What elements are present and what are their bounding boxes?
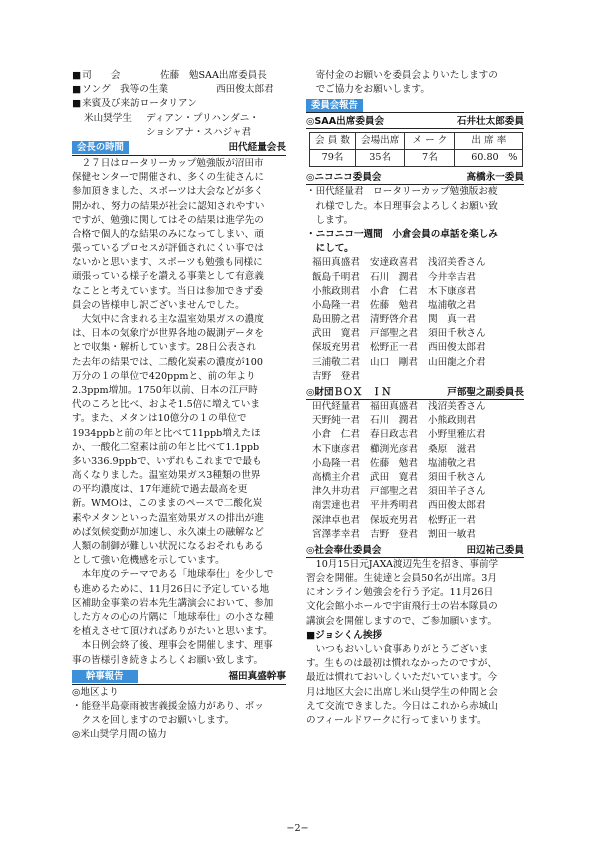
president-line: 新。WMOは、このままのペースで二酸化炭 bbox=[72, 498, 263, 510]
president-tag: 会長の時間 bbox=[72, 141, 129, 154]
box-name: 平井秀明君 bbox=[370, 500, 418, 512]
box-name: 津久井功君 bbox=[312, 486, 360, 498]
president-line: 区補助金事業の岩本先生講演会において、参加 bbox=[72, 597, 274, 609]
attendance-value-cell: 79名 bbox=[310, 150, 356, 167]
box-name: 松野正一君 bbox=[428, 514, 476, 526]
joshi-line: 最近は慣れておいしくいただいています。今 bbox=[306, 672, 498, 684]
niconico-name: 浅沼美香さん bbox=[428, 257, 486, 269]
box-name: 小熊政則君 bbox=[428, 415, 476, 427]
niconico-name: 松野正一君 bbox=[370, 342, 418, 354]
program-section bbox=[72, 69, 286, 140]
secretary-line: でご協力をお願いします。 bbox=[315, 84, 430, 96]
president-line: ですが、勉強に関してはその結果は進学先の bbox=[72, 214, 264, 226]
president-header bbox=[72, 141, 286, 156]
secretary-line: ◎地区より bbox=[72, 686, 119, 698]
president-line: 参加頂きました、スポーツは大会などが多く bbox=[72, 186, 264, 198]
president-line: ないかと思います、スポーツも勉強も同様に bbox=[72, 257, 263, 269]
niconico-name bbox=[370, 370, 428, 384]
president-line: 高くなりました。温室効果ガス3種類の世界 bbox=[72, 470, 261, 482]
niconico-name: 三浦敬二君 bbox=[312, 356, 360, 368]
secretary-line: クスを回しますのでお願いします。 bbox=[72, 715, 235, 727]
box-name: 小倉 仁君 bbox=[312, 429, 360, 441]
social-line: 10月15日元JAXA渡辺先生を招き、事前学 bbox=[315, 558, 499, 570]
president-line: た去年の結果では、二酸化炭素の濃度が100 bbox=[72, 356, 263, 368]
attendance-table bbox=[309, 132, 523, 167]
attendance-header-cell: メ ー ク bbox=[405, 133, 455, 150]
president-line: めば気候変動が加速し、永久凍土の融解など bbox=[72, 526, 264, 538]
program-scholar bbox=[72, 112, 286, 126]
attendance-value-cell: 35名 bbox=[356, 150, 405, 167]
president-line: 事の皆様引き続きよろしくお願い致します。 bbox=[72, 654, 264, 666]
president-line: 2.3ppm増加。1750年以前、日本の江戸時 bbox=[72, 384, 258, 396]
program-scholar-name2: ショシアナ・スハジャ君 bbox=[146, 126, 252, 138]
niconico-title: ◎ニコニコ委員会 bbox=[306, 172, 382, 184]
program-chair-label: 司 会 bbox=[82, 70, 121, 81]
box-name: 石川 潤君 bbox=[370, 415, 418, 427]
box-name: 須田千秋さん bbox=[428, 471, 486, 483]
niconico-line: します。 bbox=[306, 214, 354, 226]
box-title: ◎財団ＢＯＸ ＩＮ bbox=[306, 387, 392, 398]
niconico-name: 安達政喜君 bbox=[370, 257, 418, 269]
president-line: した方々の心の片隅に「地球奉仕」の小さな種 bbox=[72, 611, 274, 623]
joshi-title: ■ジョシくん挨拶 bbox=[306, 629, 383, 641]
saa-author: 石井壮太郎委員 bbox=[456, 116, 524, 128]
niconico-name: 山口 剛君 bbox=[370, 356, 418, 368]
box-name: 小野里雅広君 bbox=[428, 429, 486, 441]
box-name: 高橋主介君 bbox=[312, 471, 360, 483]
niconico-author: 高橋永一委員 bbox=[466, 172, 524, 184]
niconico-name: 関 真一君 bbox=[428, 314, 476, 326]
president-body bbox=[72, 157, 286, 668]
president-line: ２７日はロータリーカップ勉強版が沼田市 bbox=[81, 157, 264, 169]
niconico-name: 清野啓介君 bbox=[370, 314, 418, 326]
box-author: 戸部聖之副委員長 bbox=[447, 387, 524, 398]
box-name: 佐藤 勉君 bbox=[370, 457, 418, 469]
secretary-tag: 幹事報告 bbox=[72, 670, 138, 683]
social-line: 講演会を開催しますので、ご参加願います。 bbox=[306, 615, 497, 627]
joshi-line: 月は地区大会に出席し米山奨学生の仲間と会 bbox=[306, 686, 498, 698]
president-line: 保健センターで開催され、多くの生徒さんに bbox=[72, 172, 265, 184]
niconico-name: 小倉 仁君 bbox=[370, 285, 418, 297]
program-scholar-label: 米山奨学生 bbox=[84, 112, 132, 124]
joshi-line: えて交流できました。今日はこれから赤城山 bbox=[306, 700, 498, 712]
box-name: 木下康彦君 bbox=[312, 443, 360, 455]
president-line: とで収集・解析しています。28日公表され bbox=[72, 342, 257, 354]
president-line: は、日本の気象庁が世界各地の観測データを bbox=[72, 328, 264, 340]
president-line: を植えさせて頂ければありがたいと思います。 bbox=[72, 626, 273, 638]
president-line: 張っているプロセスが評価されにくい事では bbox=[72, 243, 264, 255]
niconico-name: 木下康彦君 bbox=[428, 285, 476, 297]
president-line: 員会の皆様申し訳ございませんでした。 bbox=[72, 299, 245, 311]
committee-header bbox=[306, 98, 524, 113]
box-name: 田代経量君 bbox=[312, 401, 360, 412]
box-name: 割田一敏君 bbox=[428, 528, 476, 540]
president-line: 頑張っている様子を讃える事業として有意義 bbox=[72, 271, 264, 283]
secretary-line: ・能登半島豪雨被害義援金協力があり、ボッ bbox=[72, 700, 264, 712]
social-header bbox=[306, 543, 524, 558]
social-line: 文化会館小ホールで宇宙飛行士の岩本隊員の bbox=[306, 601, 498, 613]
president-line: 代のころと比べ、およそ1.5倍に増えていま bbox=[72, 399, 260, 411]
president-line: 合格で個人的な結果のみになってしまい、頑 bbox=[72, 228, 264, 240]
joshi-line: のフィールドワークに行ってまいります。 bbox=[306, 714, 487, 726]
social-body bbox=[306, 558, 524, 629]
box-name: 保坂充男君 bbox=[370, 514, 418, 526]
niconico-name: 保坂充男君 bbox=[312, 342, 360, 354]
program-scholar-line2 bbox=[72, 126, 286, 140]
program-chair: ■ 司 会 佐藤 勉SAA出席委員長 bbox=[72, 69, 286, 83]
program-song-title: 我等の生業 bbox=[120, 84, 169, 96]
niconico-name: 飯島千明君 bbox=[312, 271, 360, 283]
niconico-name: 福田真盛君 bbox=[312, 257, 360, 269]
niconico-name: 小熊政則君 bbox=[312, 285, 360, 297]
attendance-value-cell: 7名 bbox=[405, 150, 455, 167]
niconico-name: 吉野 登君 bbox=[312, 370, 360, 382]
box-name: 吉野 登君 bbox=[370, 528, 418, 540]
joshi-body bbox=[306, 643, 524, 728]
president-line: す。また、メタンは10億分の１の単位で bbox=[72, 413, 247, 425]
committee-tag: 委員会報告 bbox=[306, 99, 363, 112]
niconico-name: 小島隆一君 bbox=[312, 299, 360, 311]
box-name: 宮澤孝幸君 bbox=[312, 528, 360, 540]
president-line: 万分の１の単位で420ppmと、前の年より bbox=[72, 370, 256, 382]
secretary-header bbox=[72, 670, 286, 685]
niconico-name: 戸部聖之君 bbox=[370, 328, 418, 340]
niconico-names bbox=[306, 256, 524, 384]
box-name: 南雲達也君 bbox=[312, 500, 360, 512]
president-line: 多い336.9ppbで、いずれもこれまでで最も bbox=[72, 455, 262, 467]
president-line: も進めるために、11月26日に予定している地 bbox=[72, 583, 270, 595]
niconico-header bbox=[306, 170, 524, 185]
program-song-leader: 西田俊太郎君 bbox=[216, 84, 274, 96]
president-line: 人類の制御が難しい状況になるおそれもある bbox=[72, 541, 264, 552]
box-name: 小島隆一君 bbox=[312, 457, 360, 469]
niconico-name: 島田勝之君 bbox=[312, 314, 360, 326]
secretary-author: 福田真盛幹事 bbox=[228, 670, 286, 682]
attendance-header-cell: 会場出席 bbox=[356, 133, 405, 150]
program-song-label: ソング bbox=[82, 84, 111, 96]
attendance-value-row bbox=[310, 150, 523, 167]
niconico-name: 西田俊太郎君 bbox=[428, 342, 486, 354]
left-column bbox=[72, 69, 286, 742]
social-line: 習会を開催。生徒達と会員50名が出席。3月 bbox=[306, 573, 497, 585]
box-name: 武田 寛君 bbox=[370, 471, 418, 483]
niconico-name: 今井幸吉君 bbox=[428, 271, 476, 283]
president-line: 開かれ、努力の結果が社会に認知されやすい bbox=[72, 200, 265, 212]
president-line: 大気中に含まれる主な温室効果ガスの濃度 bbox=[81, 314, 264, 325]
attendance-value-cell: 60.80 % bbox=[455, 150, 523, 167]
box-name: 浅沼美香さん bbox=[428, 401, 486, 412]
president-author: 田代経量会長 bbox=[228, 141, 286, 153]
niconico-name: 佐藤 勉君 bbox=[370, 299, 418, 311]
page-number: −2− bbox=[286, 823, 309, 834]
attendance-header-row bbox=[310, 133, 523, 150]
box-header bbox=[306, 385, 524, 400]
social-title: ◎社会奉仕委員会 bbox=[306, 544, 382, 556]
niconico-name: 須田千秋さん bbox=[428, 328, 486, 340]
box-name: 春日政志君 bbox=[370, 429, 418, 441]
president-line: 本年度のテーマである「地球奉仕」を少しで bbox=[81, 569, 274, 581]
program-chair-value: 佐藤 勉SAA出席委員長 bbox=[160, 70, 267, 81]
box-name: 西田俊太郎君 bbox=[428, 500, 486, 512]
president-line: なことと考えています。当日は参加できず委 bbox=[72, 285, 264, 297]
social-line: にオンライン勉強会を行う予定。11月26日 bbox=[306, 587, 494, 599]
program-guests: ■ 来賓及び来訪ロータリアン bbox=[72, 97, 286, 111]
attendance-header-cell: 会 員 数 bbox=[310, 133, 356, 150]
box-name: 塩浦敬之君 bbox=[428, 457, 476, 469]
president-line: として強い危機感を示しています。 bbox=[72, 555, 225, 567]
niconico-name: 山田龍之介君 bbox=[428, 356, 486, 368]
president-line: 1934ppbと前の年と比べて11ppb増えたほ bbox=[72, 427, 261, 439]
saa-header bbox=[306, 114, 524, 129]
president-line: 素やメタンといった温室効果ガスの排出が進 bbox=[72, 512, 264, 524]
box-name: 櫛渕光彦君 bbox=[370, 443, 418, 455]
box-name: 福田真盛君 bbox=[370, 401, 418, 412]
president-line: の平均濃度は、17年連続で過去最高を更 bbox=[72, 484, 248, 496]
president-line: か、一酸化二窒素は前の年と比べて1.1ppb bbox=[72, 441, 260, 453]
saa-title: ◎SAA出席委員会 bbox=[306, 116, 385, 128]
niconico-weekly: ・ニコニコ一週間 小倉会員の卓話を楽しみ bbox=[306, 228, 498, 240]
social-author: 田辺祐己委員 bbox=[466, 544, 524, 556]
niconico-name: 武田 寛君 bbox=[312, 328, 360, 340]
secretary-line: ◎米山奨学月間の協力 bbox=[72, 729, 167, 741]
secretary-line: 寄付金のお願いを委員会よりいたしますの bbox=[315, 70, 498, 81]
niconico-name bbox=[428, 370, 502, 384]
box-name: 深津卓也君 bbox=[312, 514, 360, 526]
niconico-weekly: にして。 bbox=[306, 243, 354, 255]
joshi-line: いつもおいしい食事ありがとうございま bbox=[315, 644, 489, 655]
program-scholar-name1: ディアン・プリハンダニ・ bbox=[146, 112, 259, 124]
right-column bbox=[306, 69, 524, 728]
niconico-name: 塩浦敬之君 bbox=[428, 299, 476, 311]
niconico-name: 石川 潤君 bbox=[370, 271, 418, 283]
attendance-header-cell: 出 席 率 bbox=[455, 133, 523, 150]
program-guests-label: 来賓及び来訪ロータリアン bbox=[82, 98, 197, 110]
niconico-line: れ様でした。本日理事会よろしくお願い致 bbox=[306, 200, 498, 212]
president-line: 本日例会終了後、理事会を開催します、理事 bbox=[81, 640, 273, 652]
program-song: ■ ソング 我等の生業 西田俊太郎君 bbox=[72, 83, 286, 97]
box-names bbox=[306, 400, 524, 542]
box-name: 須田羊子さん bbox=[428, 486, 486, 498]
niconico-line: ・田代経量君 ロータリーカップ勉強版お疲 bbox=[306, 186, 498, 198]
box-name: 戸部聖之君 bbox=[370, 486, 418, 498]
box-name: 天野純一君 bbox=[312, 415, 360, 427]
box-name: 桑原 滋君 bbox=[428, 443, 476, 455]
joshi-line: す。生ものは最初は慣れなかったのですが、 bbox=[306, 658, 498, 670]
